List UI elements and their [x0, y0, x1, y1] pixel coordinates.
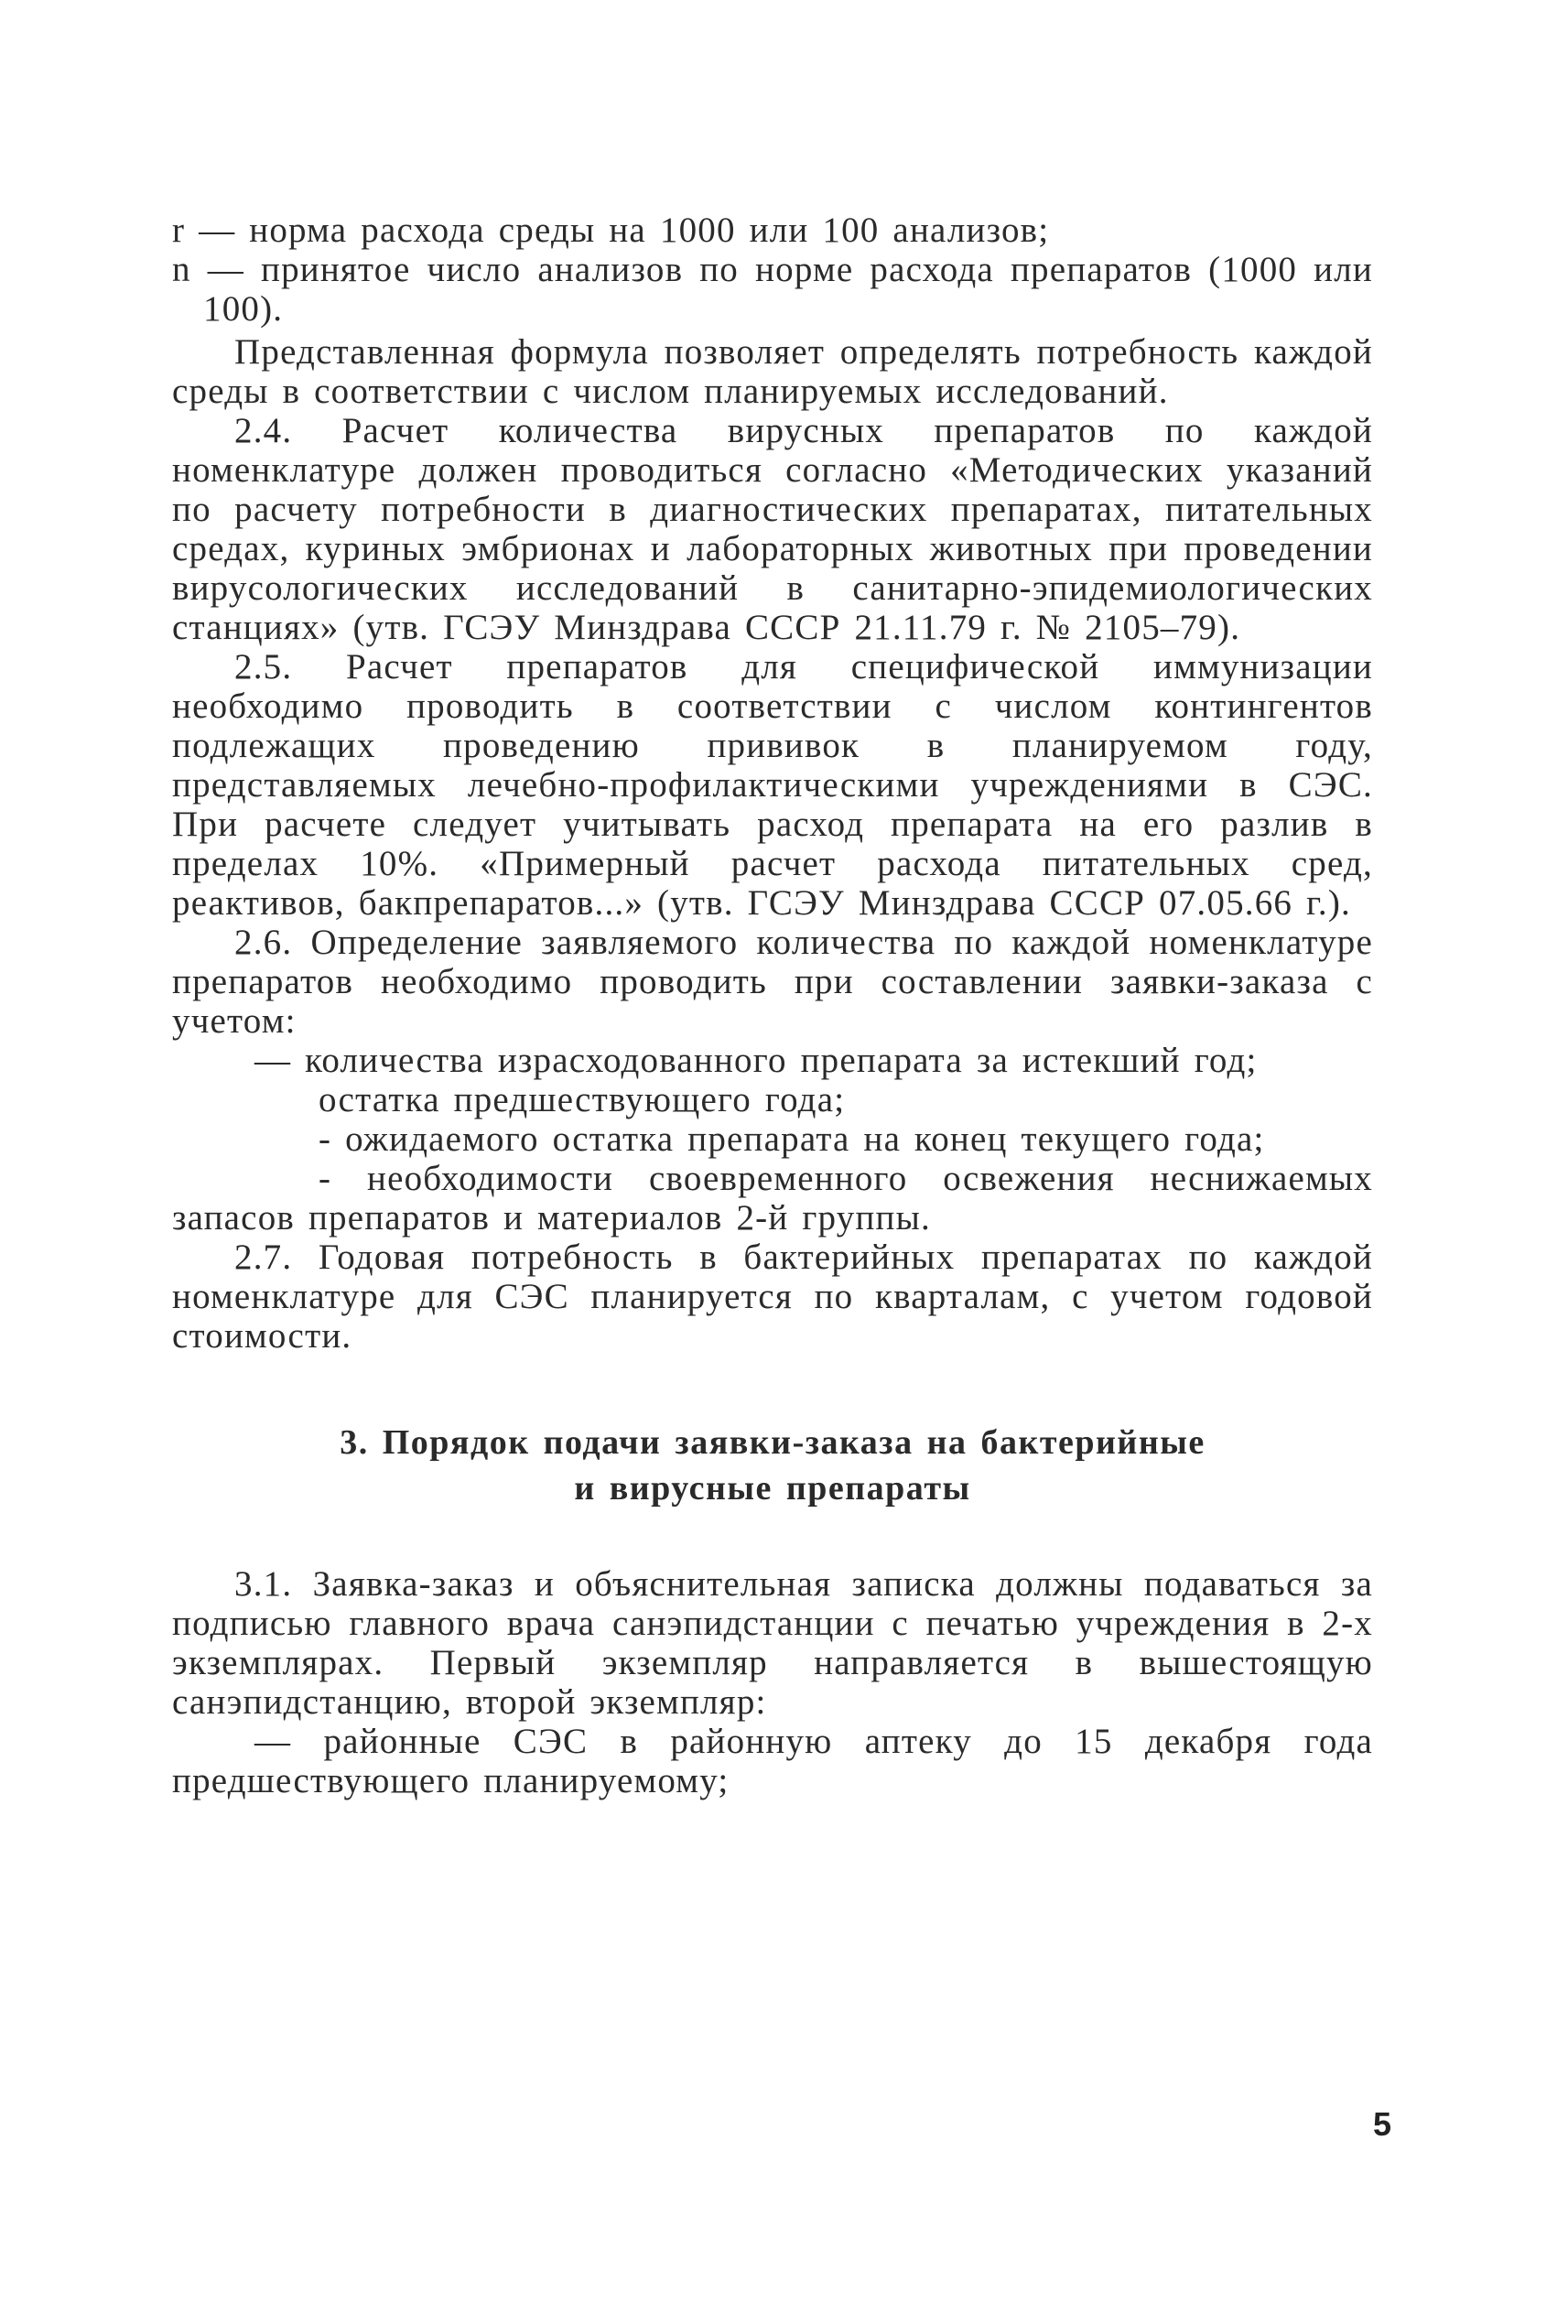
list-item-previous-remainder: остатка предшествующего года; — [319, 1080, 846, 1119]
definition-r: r — норма расхода среды на 1000 или 100 анализов; — [172, 211, 1050, 250]
definition-n: n — принятое число анализов по норме расхода препаратов (1000 или 100). — [172, 250, 1373, 329]
list-item-reserve-renewal: - необходимости своевременного освежения неснижаемых запасов препаратов и материалов 2-й группы. — [172, 1159, 1373, 1238]
body-text — [172, 211, 1373, 1800]
paragraph-2-5: 2.5. Расчет препаратов для специфической иммунизации необходимо проводить в соответствии с числом контингентов подлежащих проведению прививок в планируемом году, представляемых лечебно-профилактическими учреждениями в СЭС. При расчете следует учитывать расход препарата на его разлив в пределах 10%. «Примерный расчет расхода питательных сред, реактивов, бакпрепаратов...» (утв. ГСЭУ Минздрава СССР 07.05.66 г.). — [172, 647, 1373, 923]
paragraph-2-7: 2.7. Годовая потребность в бактерийных препаратах по каждой номенклатуре для СЭС планируется по кварталам, с учетом годовой стоимости. — [172, 1238, 1373, 1356]
list-item-district-ses: — районные СЭС в районную аптеку до 15 декабря года предшествующего планируемому; — [172, 1722, 1373, 1800]
list-item-expected-remainder: - ожидаемого остатка препарата на конец текущего года; — [319, 1119, 1265, 1159]
paragraph-3-1: 3.1. Заявка-заказ и объяснительная записка должны подаваться за подписью главного врача санэпидстанции с печатью учреждения в 2-х экземплярах. Первый экземпляр направляется в вышестоящую санэпидстанцию, второй экземпляр: — [172, 1564, 1373, 1722]
paragraph-formula-note: Представленная формула позволяет определять потребность каждой среды в соответствии с числом планируемых исследований. — [172, 332, 1373, 411]
list-item-consumed: — количества израсходованного препарата за истекший год; — [254, 1041, 1258, 1080]
paragraph-2-4: 2.4. Расчет количества вирусных препаратов по каждой номенклатуре должен проводиться согласно «Методических указаний по расчету потребности в диагностических препаратах, питательных средах, куриных эмбрионах и лабораторных животных при проведении вирусологических исследований в санитарно-эпидемиологических станциях» (утв. ГСЭУ Минздрава СССР 21.11.79 г. № 2105–79). — [172, 411, 1373, 647]
section-3-heading-line-2: и вирусные препараты — [574, 1469, 971, 1508]
section-3-heading-line-1: 3. Порядок подачи заявки-заказа на бактерийные — [340, 1423, 1206, 1462]
page-number: 5 — [1373, 2105, 1392, 2143]
paragraph-2-6: 2.6. Определение заявляемого количества по каждой номенклатуре препаратов необходимо проводить при составлении заявки-заказа с учетом: — [172, 923, 1373, 1041]
section-3-heading — [172, 1420, 1373, 1511]
